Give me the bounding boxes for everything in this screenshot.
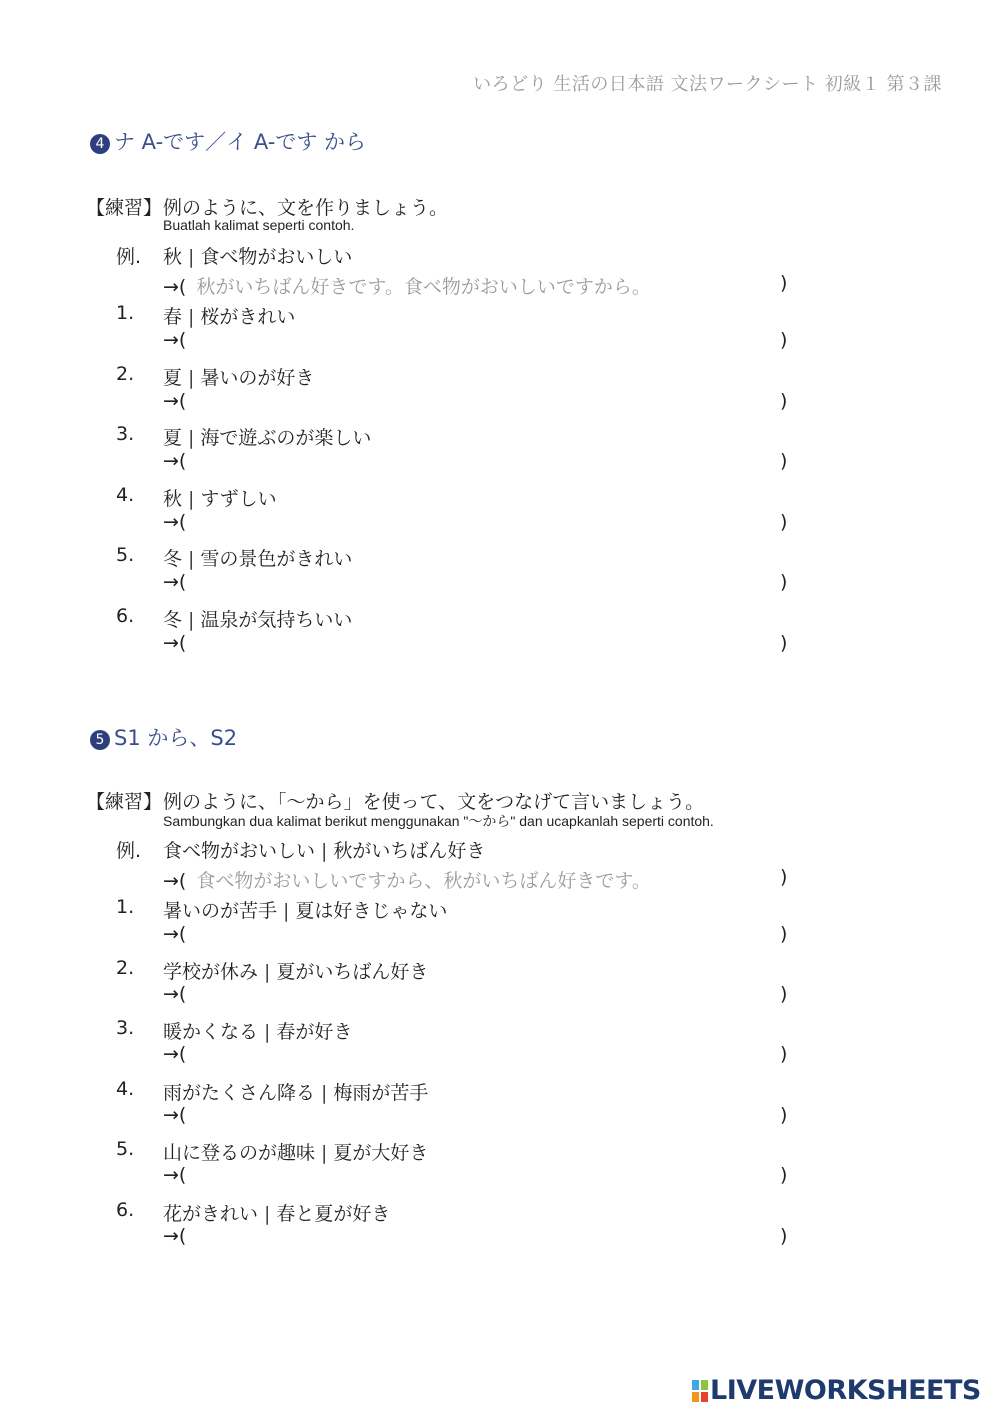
- item-prompt: [163, 605, 352, 632]
- item-prompt: [163, 302, 295, 329]
- answer-input[interactable]: [163, 632, 186, 654]
- prompt-part-b: 暑いのが好き: [200, 367, 315, 389]
- prompt-part-b: すずしい: [200, 488, 277, 510]
- prompt-part-a: 冬: [163, 548, 183, 570]
- item-prompt: [163, 1199, 390, 1226]
- prompt-part-a: 山に登るのが趣味: [163, 1142, 316, 1164]
- close-paren: ): [780, 983, 788, 1005]
- answer-input[interactable]: [163, 329, 186, 351]
- prompt-separator: |: [321, 1082, 328, 1104]
- prompt-part-b: 夏がいちばん好き: [276, 961, 429, 983]
- logo-text: LIVEWORKSHEETS: [710, 1375, 981, 1406]
- prompt-part-b: 夏が大好き: [333, 1142, 429, 1164]
- instruction-translation: Sambungkan dua kalimat berikut menggunakan "～から" dan ucapkanlah seperti contoh.: [163, 813, 714, 829]
- example-answer-line: [163, 866, 651, 893]
- item-prompt: [163, 896, 447, 923]
- answer-input[interactable]: [163, 1225, 186, 1247]
- example-answer: 秋がいちばん好きです。食べ物がおいしいですから。: [196, 276, 651, 298]
- arrow-open-paren: →(: [163, 632, 187, 654]
- prompt-part-a: 春: [163, 306, 183, 328]
- close-paren: ): [780, 632, 788, 654]
- prompt-part-a: 学校が休み: [163, 961, 259, 983]
- close-paren: ): [780, 329, 788, 351]
- arrow-open-paren: →(: [163, 923, 187, 945]
- section-title-text: S1 から、S2: [114, 726, 238, 750]
- prompt-part-b: 海で遊ぶのが楽しい: [200, 427, 372, 449]
- close-paren: ): [780, 390, 788, 412]
- instruction-translation: Buatlah kalimat seperti contoh.: [163, 217, 355, 233]
- prompt-part-a: 冬: [163, 609, 183, 631]
- arrow-open-paren: →(: [163, 1164, 187, 1186]
- item-prompt: [163, 1138, 428, 1165]
- section-title-5: [90, 722, 237, 752]
- item-number: 5.: [116, 1138, 135, 1160]
- item-number: 6.: [116, 605, 135, 627]
- prompt-separator: |: [188, 367, 195, 389]
- prompt-separator: |: [321, 1142, 328, 1164]
- prompt-part-a: 食べ物がおいしい: [163, 840, 316, 862]
- answer-input[interactable]: [163, 1104, 186, 1126]
- item-prompt: [163, 1017, 352, 1044]
- arrow-open-paren: →(: [163, 511, 187, 533]
- item-number: 2.: [116, 363, 135, 385]
- liveworksheets-logo[interactable]: [692, 1375, 981, 1406]
- prompt-separator: |: [188, 246, 195, 268]
- arrow-open-paren: →(: [163, 276, 187, 298]
- prompt-separator: |: [321, 840, 328, 862]
- prompt-part-b: 温泉が気持ちいい: [200, 609, 353, 631]
- item-prompt: [163, 363, 314, 390]
- arrow-open-paren: →(: [163, 983, 187, 1005]
- example-label: 例.: [116, 246, 142, 268]
- section-number-badge: 4: [90, 134, 110, 154]
- arrow-open-paren: →(: [163, 1225, 187, 1247]
- item-number: 4.: [116, 484, 135, 506]
- prompt-part-b: 雪の景色がきれい: [200, 548, 353, 570]
- close-paren: ): [780, 1104, 788, 1126]
- close-paren: ): [780, 866, 788, 888]
- prompt-part-b: 梅雨が苦手: [333, 1082, 429, 1104]
- answer-input[interactable]: [163, 1043, 186, 1065]
- arrow-open-paren: →(: [163, 450, 187, 472]
- prompt-part-a: 夏: [163, 367, 183, 389]
- item-prompt: [163, 1078, 428, 1105]
- item-number: 1.: [116, 896, 135, 918]
- section-title-4: [90, 126, 366, 156]
- close-paren: ): [780, 571, 788, 593]
- prompt-separator: |: [188, 548, 195, 570]
- arrow-open-paren: →(: [163, 571, 187, 593]
- prompt-separator: |: [264, 961, 271, 983]
- item-number: 6.: [116, 1199, 135, 1221]
- prompt-separator: |: [188, 306, 195, 328]
- answer-input[interactable]: [163, 571, 186, 593]
- arrow-open-paren: →(: [163, 1104, 187, 1126]
- prompt-part-b: 秋がいちばん好き: [333, 840, 486, 862]
- arrow-open-paren: →(: [163, 1043, 187, 1065]
- instruction: 例のように、「～から」を使って、文をつなげて言いましょう。: [163, 791, 705, 813]
- answer-input[interactable]: [163, 511, 186, 533]
- item-number: 4.: [116, 1078, 135, 1100]
- arrow-open-paren: →(: [163, 329, 187, 351]
- item-prompt: [163, 544, 352, 571]
- prompt-part-b: 桜がきれい: [200, 306, 296, 328]
- arrow-open-paren: →(: [163, 870, 187, 892]
- prompt-separator: |: [264, 1021, 271, 1043]
- prompt-part-a: 秋: [163, 488, 183, 510]
- arrow-open-paren: →(: [163, 390, 187, 412]
- prompt-separator: |: [188, 609, 195, 631]
- logo-mark-icon: [692, 1380, 708, 1402]
- item-number: 5.: [116, 544, 135, 566]
- prompt-separator: |: [283, 900, 290, 922]
- close-paren: ): [780, 511, 788, 533]
- section-title-text: ナ A-です／イ A-です から: [114, 130, 366, 154]
- close-paren: ): [780, 1225, 788, 1247]
- practice-label: 【練習】: [86, 791, 163, 813]
- prompt-separator: |: [188, 427, 195, 449]
- close-paren: ): [780, 1043, 788, 1065]
- prompt-part-a: 暑いのが苦手: [163, 900, 278, 922]
- example-answer-line: [163, 272, 651, 299]
- close-paren: ): [780, 272, 788, 294]
- item-prompt: [163, 423, 371, 450]
- item-prompt: [163, 836, 485, 863]
- prompt-part-a: 花がきれい: [163, 1203, 259, 1225]
- close-paren: ): [780, 1164, 788, 1186]
- example-answer: 食べ物がおいしいですから、秋がいちばん好きです。: [196, 870, 651, 892]
- prompt-part-a: 秋: [163, 246, 183, 268]
- item-number: 2.: [116, 957, 135, 979]
- item-number: 3.: [116, 1017, 135, 1039]
- section-number-badge: 5: [90, 730, 110, 750]
- prompt-separator: |: [188, 488, 195, 510]
- practice-label: 【練習】: [86, 197, 163, 219]
- prompt-part-a: 雨がたくさん降る: [163, 1082, 316, 1104]
- prompt-part-b: 夏は好きじゃない: [295, 900, 448, 922]
- prompt-part-a: 暖かくなる: [163, 1021, 259, 1043]
- item-prompt: [163, 484, 277, 511]
- item-number: 3.: [116, 423, 135, 445]
- instruction: 例のように、文を作りましょう。: [163, 197, 449, 219]
- answer-input[interactable]: [163, 1164, 186, 1186]
- prompt-part-a: 夏: [163, 427, 183, 449]
- close-paren: ): [780, 923, 788, 945]
- prompt-part-b: 食べ物がおいしい: [200, 246, 353, 268]
- prompt-part-b: 春が好き: [276, 1021, 353, 1043]
- item-prompt: [163, 957, 428, 984]
- close-paren: ): [780, 450, 788, 472]
- answer-input[interactable]: [163, 390, 186, 412]
- answer-input[interactable]: [163, 923, 186, 945]
- example-label: 例.: [116, 840, 142, 862]
- item-number: 1.: [116, 302, 135, 324]
- worksheet-header: いろどり 生活の日本語 文法ワークシート 初級１ 第３課: [473, 74, 942, 95]
- prompt-separator: |: [264, 1203, 271, 1225]
- answer-input[interactable]: [163, 450, 186, 472]
- item-prompt: [163, 242, 352, 269]
- prompt-part-b: 春と夏が好き: [276, 1203, 391, 1225]
- answer-input[interactable]: [163, 983, 186, 1005]
